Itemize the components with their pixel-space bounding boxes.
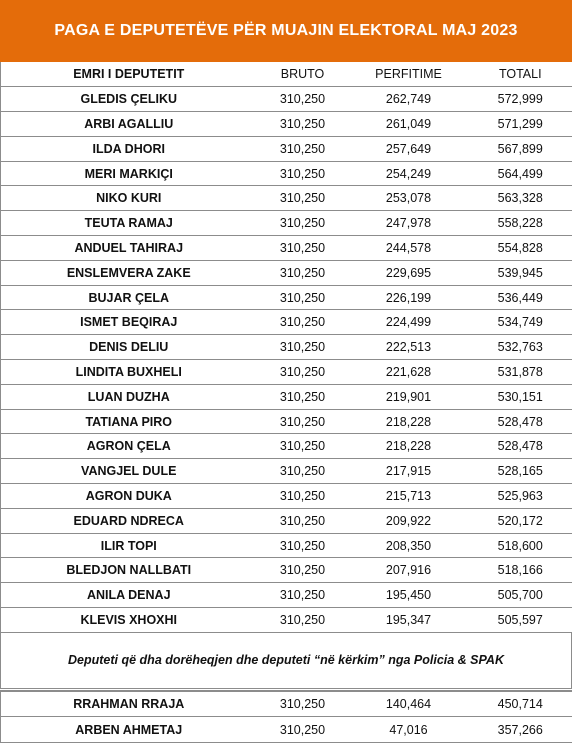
salary-table [0,62,572,633]
cell-name: KLEVIS XHOXHI [1,608,257,633]
cell-perfitime: 253,078 [349,186,469,211]
cell-name: ANDUEL TAHIRAJ [1,236,257,261]
cell-name: ANILA DENAJ [1,583,257,608]
cell-bruto: 310,250 [257,211,349,236]
cell-perfitime: 247,978 [349,211,469,236]
cell-totali: 505,700 [469,583,572,608]
cell-name: BUJAR ÇELA [1,285,257,310]
cell-perfitime: 219,901 [349,384,469,409]
cell-name: ARBEN AHMETAJ [1,717,257,743]
header-name: EMRI I DEPUTETIT [1,62,257,87]
cell-bruto: 310,250 [257,136,349,161]
table-row [1,260,572,285]
cell-bruto: 310,250 [257,384,349,409]
cell-name: NIKO KURI [1,186,257,211]
cell-bruto: 310,250 [257,285,349,310]
cell-name: TATIANA PIRO [1,409,257,434]
table-row [1,112,572,137]
cell-bruto: 310,250 [257,484,349,509]
cell-bruto: 310,250 [257,459,349,484]
table-row [1,484,572,509]
cell-bruto: 310,250 [257,260,349,285]
table-row [1,236,572,261]
cell-name: AGRON DUKA [1,484,257,509]
cell-totali: 567,899 [469,136,572,161]
cell-name: VANGJEL DULE [1,459,257,484]
cell-perfitime: 195,450 [349,583,469,608]
cell-perfitime: 221,628 [349,360,469,385]
cell-name: MERI MARKIÇI [1,161,257,186]
cell-perfitime: 208,350 [349,533,469,558]
cell-bruto: 310,250 [257,87,349,112]
cell-name: LINDITA BUXHELI [1,360,257,385]
table-row [1,583,572,608]
table-row [1,186,572,211]
table-row [1,285,572,310]
cell-perfitime: 207,916 [349,558,469,583]
cell-totali: 520,172 [469,508,572,533]
cell-bruto: 310,250 [257,691,349,717]
cell-name: RRAHMAN RRAJA [1,691,257,717]
cell-name: ENSLEMVERA ZAKE [1,260,257,285]
cell-totali: 539,945 [469,260,572,285]
cell-name: BLEDJON NALLBATI [1,558,257,583]
header-bruto: BRUTO [257,62,349,87]
cell-bruto: 310,250 [257,360,349,385]
table-row [1,508,572,533]
cell-totali: 534,749 [469,310,572,335]
cell-totali: 536,449 [469,285,572,310]
cell-name: ILIR TOPI [1,533,257,558]
table-row [1,434,572,459]
cell-totali: 532,763 [469,335,572,360]
table-row [1,87,572,112]
cell-perfitime: 217,915 [349,459,469,484]
cell-name: LUAN DUZHA [1,384,257,409]
table-row [1,335,572,360]
cell-totali: 505,597 [469,608,572,633]
cell-bruto: 310,250 [257,583,349,608]
cell-bruto: 310,250 [257,236,349,261]
cell-bruto: 310,250 [257,161,349,186]
cell-totali: 450,714 [469,691,572,717]
cell-bruto: 310,250 [257,409,349,434]
cell-perfitime: 224,499 [349,310,469,335]
table-row [1,409,572,434]
cell-totali: 530,151 [469,384,572,409]
cell-name: EDUARD NDRECA [1,508,257,533]
cell-perfitime: 195,347 [349,608,469,633]
cell-bruto: 310,250 [257,434,349,459]
cell-perfitime: 229,695 [349,260,469,285]
table-row [1,608,572,633]
table-row [1,691,572,717]
cell-bruto: 310,250 [257,608,349,633]
table-row [1,459,572,484]
table-header-row [1,62,572,87]
cell-bruto: 310,250 [257,558,349,583]
table-row [1,360,572,385]
cell-totali: 531,878 [469,360,572,385]
cell-perfitime: 262,749 [349,87,469,112]
cell-perfitime: 209,922 [349,508,469,533]
header-totali: TOTALI [469,62,572,87]
cell-totali: 528,165 [469,459,572,484]
table-row [1,533,572,558]
cell-totali: 518,600 [469,533,572,558]
cell-name: ISMET BEQIRAJ [1,310,257,335]
cell-totali: 528,478 [469,409,572,434]
cell-perfitime: 218,228 [349,409,469,434]
cell-name: GLEDIS ÇELIKU [1,87,257,112]
table-row [1,136,572,161]
cell-perfitime: 218,228 [349,434,469,459]
cell-perfitime: 257,649 [349,136,469,161]
table-title: PAGA E DEPUTETËVE PËR MUAJIN ELEKTORAL MAJ 2023 [0,0,572,62]
cell-name: ARBI AGALLIU [1,112,257,137]
cell-totali: 564,499 [469,161,572,186]
extra-salary-table [0,690,572,743]
cell-totali: 558,228 [469,211,572,236]
cell-totali: 554,828 [469,236,572,261]
cell-perfitime: 244,578 [349,236,469,261]
cell-perfitime: 140,464 [349,691,469,717]
table-row [1,211,572,236]
cell-perfitime: 226,199 [349,285,469,310]
cell-perfitime: 254,249 [349,161,469,186]
cell-totali: 572,999 [469,87,572,112]
cell-bruto: 310,250 [257,533,349,558]
cell-bruto: 310,250 [257,717,349,743]
header-perfitime: PERFITIME [349,62,469,87]
cell-totali: 357,266 [469,717,572,743]
cell-name: AGRON ÇELA [1,434,257,459]
cell-totali: 525,963 [469,484,572,509]
note-text: Deputeti që dha dorëheqjen dhe deputeti “në kërkim” nga Policia & SPAK [0,632,572,689]
cell-bruto: 310,250 [257,508,349,533]
cell-name: TEUTA RAMAJ [1,211,257,236]
table-row [1,717,572,743]
cell-perfitime: 222,513 [349,335,469,360]
cell-totali: 528,478 [469,434,572,459]
cell-bruto: 310,250 [257,310,349,335]
cell-perfitime: 47,016 [349,717,469,743]
table-row [1,161,572,186]
cell-perfitime: 215,713 [349,484,469,509]
cell-bruto: 310,250 [257,112,349,137]
cell-totali: 571,299 [469,112,572,137]
table-row [1,384,572,409]
cell-name: DENIS DELIU [1,335,257,360]
cell-name: ILDA DHORI [1,136,257,161]
cell-perfitime: 261,049 [349,112,469,137]
cell-totali: 563,328 [469,186,572,211]
cell-bruto: 310,250 [257,335,349,360]
table-row [1,558,572,583]
cell-totali: 518,166 [469,558,572,583]
cell-bruto: 310,250 [257,186,349,211]
table-row [1,310,572,335]
